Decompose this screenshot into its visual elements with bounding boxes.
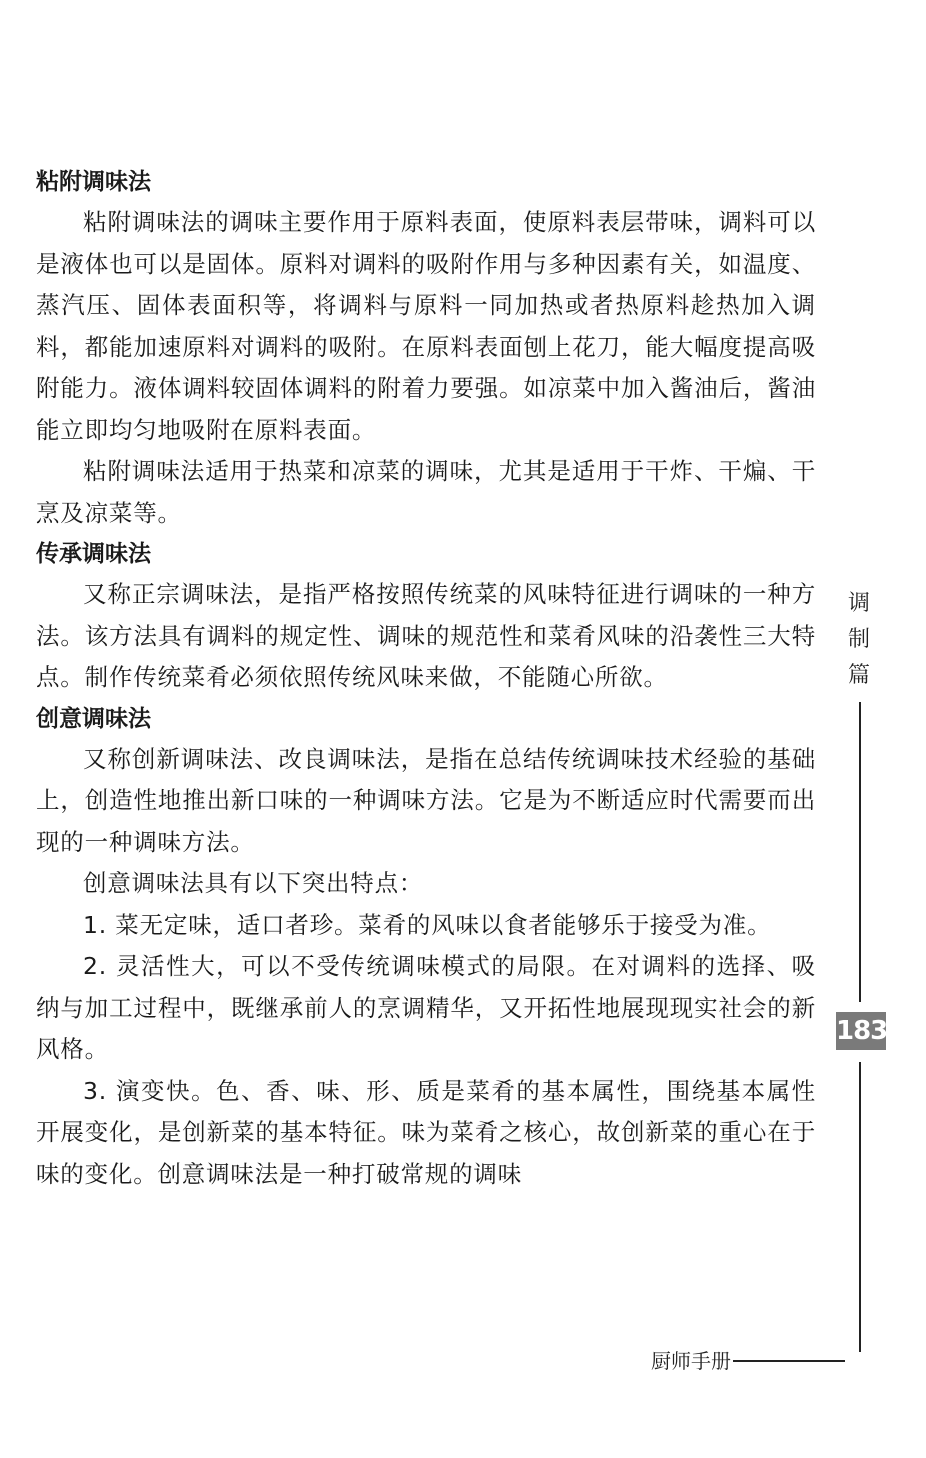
list-item: 3. 演变快。色、香、味、形、质是菜肴的基本属性，围绕基本属性开展变化，是创新菜的基本特征。味为菜肴之核心，故创新菜的重心在于味的变化。创意调味法是一种打破常规的调味 (36, 1076, 816, 1188)
paragraph: 粘附调味法的调味主要作用于原料表面，使原料表层带味，调料可以是液体也可以是固体。原料对调料的吸附作用与多种因素有关，如温度、蒸汽压、固体表面积等，将调料与原料一同加热或者热原料趁热加入调料，都能加速原料对调料的吸附。在原料表面刨上花刀，能大幅度提高吸附能力。液体调料较固体调料的附着力要强。如凉菜中加入酱油后，酱油能立即均匀地吸附在原料表面。 (36, 208, 816, 444)
section-heading: 粘附调味法 (36, 169, 151, 195)
chapter-char: 制 (847, 627, 870, 652)
main-content (36, 162, 816, 1195)
list-item: 2. 灵活性大，可以不受传统调味模式的局限。在对调料的选择、吸纳与加工过程中，既继承前人的烹调精华，又开拓性地展现现实社会的新风格。 (36, 952, 816, 1063)
section-heading: 传承调味法 (36, 541, 151, 567)
paragraph: 又称正宗调味法，是指严格按照传统菜的风味特征进行调味的一种方法。该方法具有调料的规定性、调味的规范性和菜肴风味的沿袭性三大特点。制作传统菜肴必须依照传统风味来做，不能随心所欲。 (36, 580, 816, 691)
paragraph: 又称创新调味法、改良调味法，是指在总结传统调味技术经验的基础上，创造性地推出新口味的一种调味方法。它是为不断适应时代需要而出现的一种调味方法。 (36, 744, 816, 856)
footer-rule (733, 1360, 845, 1362)
section-heading: 创意调味法 (36, 705, 151, 732)
margin-rule (859, 702, 861, 1002)
chapter-char: 调 (847, 591, 870, 616)
page-number: 183 (836, 1012, 886, 1050)
paragraph: 粘附调味法适用于热菜和凉菜的调味，尤其是适用于干炸、干煸、干烹及凉菜等。 (36, 457, 816, 527)
chapter-char: 篇 (847, 663, 870, 688)
running-footer (651, 1346, 845, 1376)
paragraph: 创意调味法具有以下突出特点： (83, 869, 424, 897)
chapter-label (844, 586, 874, 694)
margin-rule (859, 1062, 861, 1352)
book-title: 厨师手册 (651, 1349, 731, 1373)
list-item: 1. 菜无定味，适口者珍。菜肴的风味以食者能够乐于接受为准。 (83, 910, 772, 939)
